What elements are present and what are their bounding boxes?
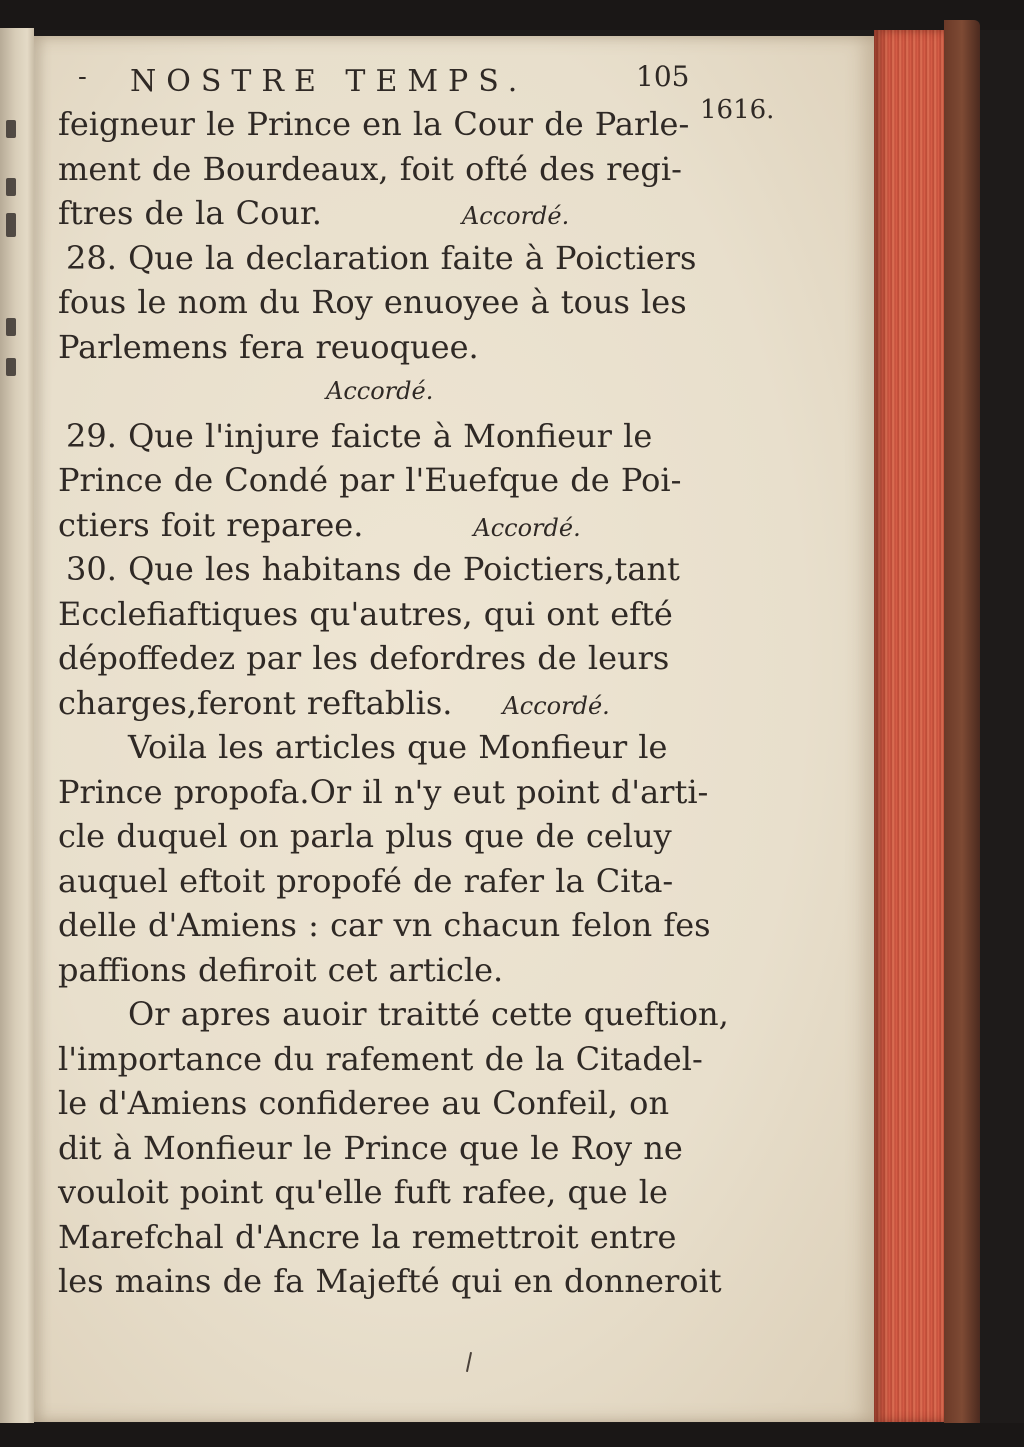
page-text [58,50,778,1304]
header-dash: - [78,62,87,92]
text-line: delle d'Amiens : car vn chacun felon fes [58,906,711,944]
binding-mark [6,120,16,138]
text-line-with-accord [58,681,778,726]
running-header [58,50,778,102]
red-page-edges [874,30,944,1422]
binding-mark [6,178,16,196]
facing-page-edge [0,28,34,1423]
text-line: les mains de fa Majefté qui en donneroit [58,1262,722,1300]
accorde-note: Accordé. [502,691,610,720]
text-line: vouloit point qu'elle fuft rafee, que le [58,1173,668,1211]
accorde-note: Accordé. [473,513,581,542]
text-line: fous le nom du Roy enuoyee à tous les [58,283,687,321]
binding-mark [6,358,16,376]
text-line: 29. Que l'injure faicte à Monfieur le [66,416,653,455]
binding-mark [6,318,16,336]
text-line: auquel eftoit propofé de rafer la Cita- [58,861,674,900]
scan-background-top [0,0,1024,30]
accorde-note: Accordé. [326,377,434,405]
text-line: 30. Que les habitans de Poictiers,tant [66,550,680,588]
text-line: Parlemens fera reuoquee. [58,327,479,366]
scan-background-bottom [0,1423,1024,1447]
text-line: cle duquel on parla plus que de celuy [58,817,672,855]
text-line: Or apres auoir traitté cette queftion, [128,995,729,1033]
binding-mark [6,213,16,237]
text-line: Prince propofa.Or il n'y eut point d'arti- [58,772,709,811]
text-line: ment de Bourdeaux, foit ofté des regi- [58,149,682,188]
margin-year: 1616. [700,95,775,125]
accorde-note: Accordé. [461,202,570,230]
text-line: charges,feront reftablis. [58,683,453,722]
text-line: Voila les articles que Monfieur le [128,728,668,766]
running-title: NOSTRE TEMPS. [130,64,528,99]
text-line-with-accord [58,503,778,548]
text-line: dit à Monfieur le Prince que le Roy ne [58,1128,683,1167]
text-line: Ecclefiaftiques qu'autres, qui ont efté [58,594,673,633]
text-line: le d'Amiens confideree au Confeil, on [58,1084,670,1122]
text-line: 28. Que la declaration faite à Poictiers [66,238,697,277]
text-line: ftres de la Cour. [58,194,322,232]
text-line: paffions defiroit cet article. [58,950,504,989]
text-line: l'importance du rafement de la Citadel- [58,1039,703,1078]
page-number: 105 [636,60,690,93]
text-line: Prince de Condé par l'Euefque de Poi- [58,461,682,499]
text-line: ctiers foit reparee. [58,505,364,544]
text-line: feigneur le Prince en la Cour de Parle- [58,105,690,143]
text-line-with-accord [58,191,778,236]
book-cover-edge [944,20,980,1430]
text-line: dépoffedez par les defordres de leurs [58,639,670,677]
text-line: Marefchal d'Ancre la remettroit entre [58,1217,677,1256]
